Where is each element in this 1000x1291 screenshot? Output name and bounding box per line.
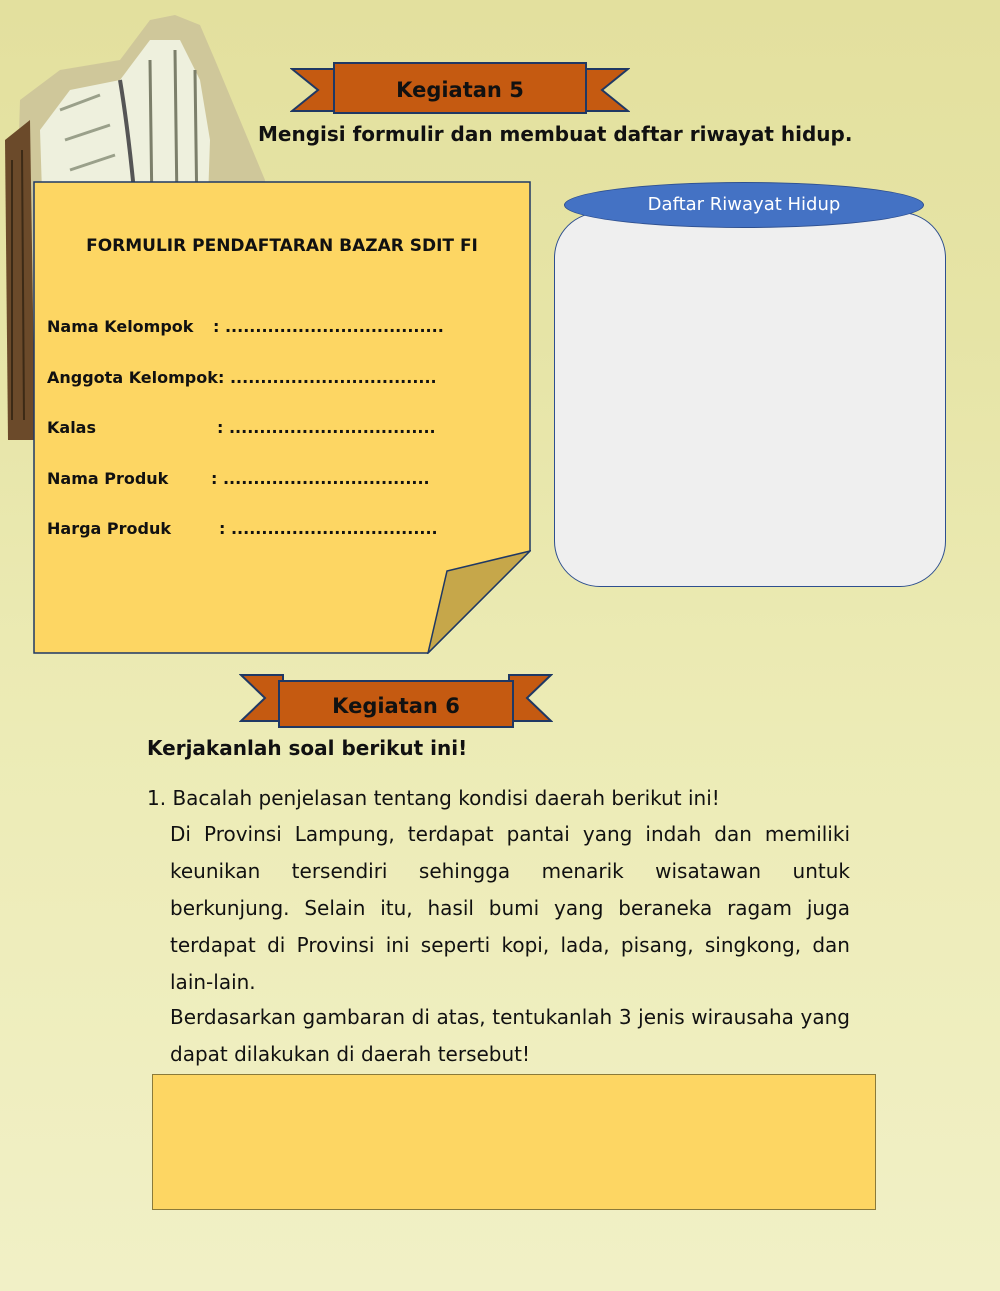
form-fill-line[interactable]: : .................................... (213, 317, 444, 336)
form-fill-line[interactable]: : .................................. (219, 519, 438, 538)
form-label: Anggota Kelompok (47, 368, 218, 387)
kegiatan-6-label: Kegiatan 6 (332, 694, 460, 718)
form-row-harga-produk (47, 519, 438, 538)
kegiatan-5-label: Kegiatan 5 (396, 78, 524, 102)
question-1-body: Di Provinsi Lampung, terdapat pantai yang indah dan memiliki keunikan tersendiri sehingga menarik wisatawan untuk berkunjung. Selain itu, hasil bumi yang beraneka ragam juga terdapat di Provinsi ini seperti kopi, lada, pisang, singkong, dan lain-lain. (170, 822, 850, 994)
form-label: Nama Kelompok (47, 317, 194, 336)
question-1-intro: 1. Bacalah penjelasan tentang kondisi daerah berikut ini! (147, 786, 720, 810)
kegiatan-5-banner (290, 61, 630, 121)
form-label: Nama Produk (47, 469, 169, 488)
kegiatan-5-subtitle: Mengisi formulir dan membuat daftar riwayat hidup. (258, 122, 853, 146)
form-label: Harga Produk (47, 519, 171, 538)
form-row-kalas (47, 418, 436, 437)
form-title: FORMULIR PENDAFTARAN BAZAR SDIT FI (86, 236, 478, 256)
kegiatan-6-instruction: Kerjakanlah soal berikut ini! (147, 736, 468, 760)
cv-header: Daftar Riwayat Hidup (564, 182, 924, 228)
question-1-task: Berdasarkan gambaran di atas, tentukanlah 3 jenis wirausaha yang dapat dilakukan di daerah tersebut! (170, 1005, 850, 1066)
form-fill-line[interactable]: : .................................. (211, 469, 430, 488)
form-row-nama-produk (47, 469, 430, 488)
form-row-anggota-kelompok (47, 368, 437, 387)
kegiatan-6-banner (239, 673, 553, 733)
form-fill-line[interactable]: : .................................. (218, 368, 437, 387)
form-label: Kalas (47, 418, 96, 437)
answer-input-box[interactable] (152, 1074, 876, 1210)
form-fill-line[interactable]: : .................................. (217, 418, 436, 437)
form-row-nama-kelompok (47, 317, 444, 336)
cv-input-box[interactable] (554, 212, 946, 587)
